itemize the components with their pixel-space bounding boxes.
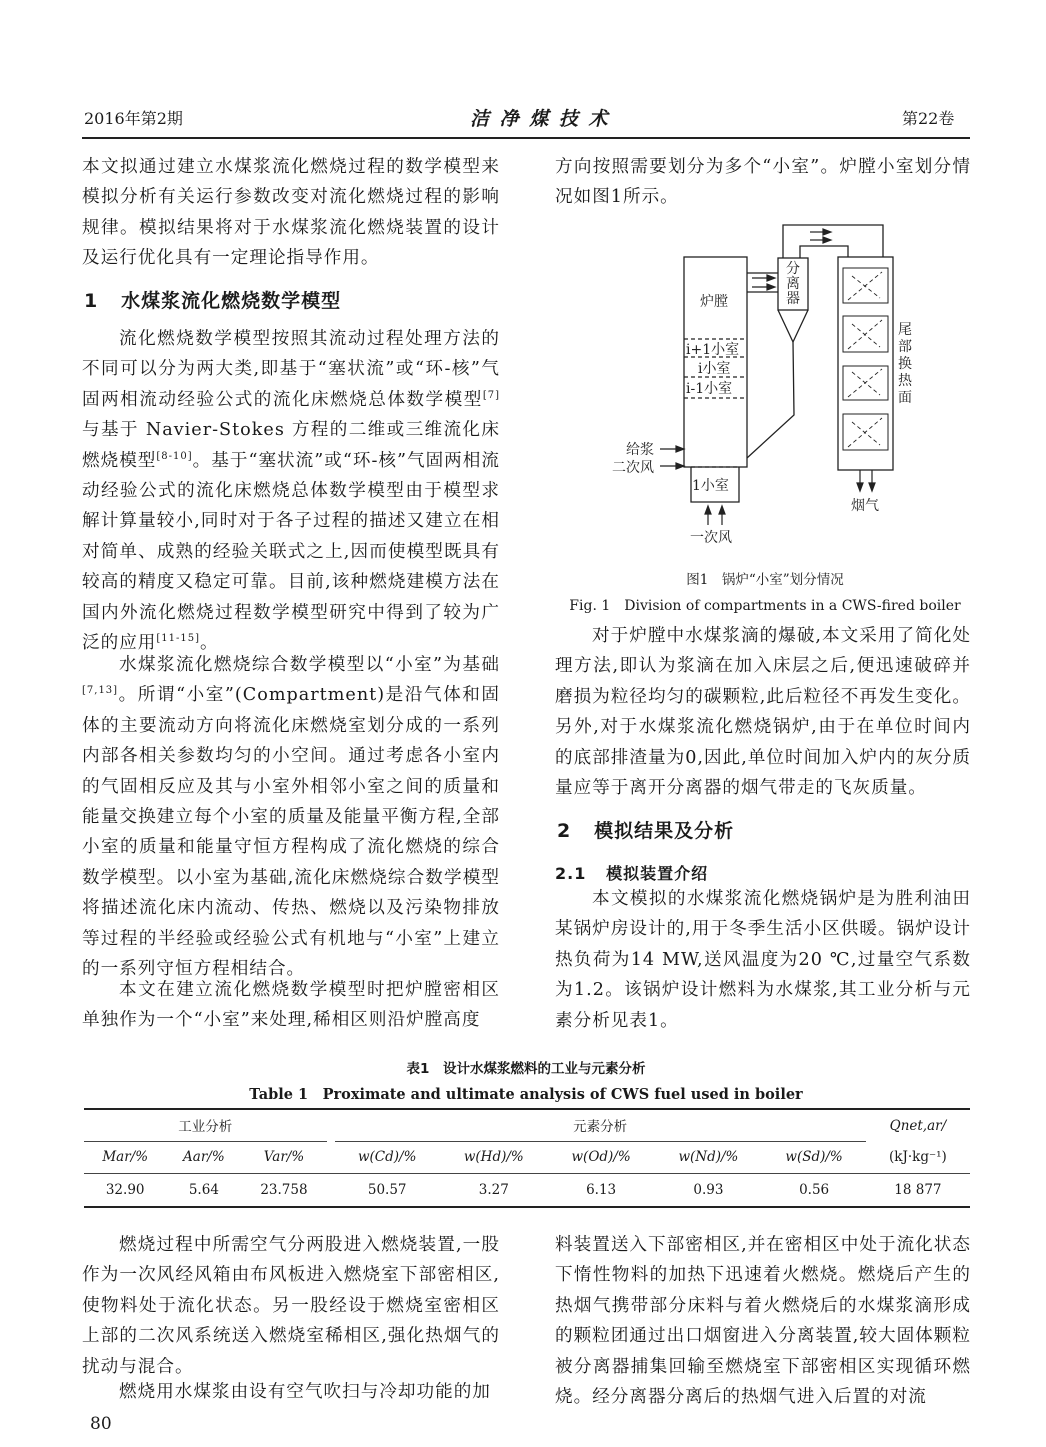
section-number: 2 — [557, 820, 572, 842]
header-journal: 洁 净 煤 技 术 — [470, 108, 610, 130]
label-separator-1: 分 — [786, 261, 800, 277]
section-number: 1 — [84, 290, 99, 312]
section-title: 水煤浆流化燃烧数学模型 — [121, 290, 342, 312]
paragraph: 对于炉膛中水煤浆滴的爆破,本文采用了简化处理方法,即认为浆滴在加入床层之后,便迅速破碎并磨损为粒径均匀的碳颗粒,此后粒径不再发生变化。另外,对于水煤浆流化燃烧锅炉,由于在单位时间内的底部排渣量为0,因此,单位时间加入炉内的灰分质量应等于离开分离器的烟气带走的飞灰质量。 — [555, 626, 971, 799]
column-header: w(Od)/% — [571, 1149, 631, 1165]
column-header: w(Sd)/% — [785, 1149, 843, 1165]
label-flue-gas: 烟气 — [851, 498, 879, 514]
table-cell: 32.90 — [105, 1181, 145, 1198]
figure-1-diagram — [0, 0, 1046, 620]
column-header: w(Cd)/% — [357, 1149, 417, 1165]
label-feed: 给浆 — [626, 442, 654, 458]
table-cell: 3.27 — [478, 1181, 509, 1198]
label-separator-3: 器 — [786, 291, 800, 307]
table-caption-cn: 表1 设计水煤浆燃料的工业与元素分析 — [406, 1061, 646, 1077]
column-header: Mar/% — [102, 1149, 149, 1165]
tail-heat-exchanger — [838, 257, 893, 470]
paragraph: 燃烧过程中所需空气分两股进入燃烧装置,一股作为一次风经风箱由布风板进入燃烧室下部密相区,使物料处于流化状态。另一股经设于燃烧室密相区上部的二次风系统送入燃烧室稀相区,强化热烟气的扰动与混合。 — [82, 1235, 500, 1377]
table-cell: 0.93 — [693, 1181, 724, 1198]
table-caption-en: Table 1 Proximate and ultimate analysis of CWS fuel used in boiler — [249, 1086, 803, 1103]
subsection-number: 2.1 — [555, 864, 587, 883]
column-header: Var/% — [263, 1149, 305, 1165]
table-cell: 0.56 — [799, 1181, 830, 1198]
fuel-analysis-table — [84, 1108, 970, 1208]
citation: [7,13] — [82, 685, 119, 697]
section-title: 模拟结果及分析 — [594, 820, 735, 842]
table-group-header-row — [84, 1109, 970, 1141]
label-tail-3: 换 — [898, 356, 912, 372]
table-cell: 23.758 — [260, 1181, 308, 1198]
return-leg — [747, 342, 794, 458]
intro-paragraph: 本文拟通过建立水煤浆流化燃烧过程的数学模型来模拟分析有关运行参数改变对流化燃烧过程的影响规律。模拟结果将对于水煤浆流化燃烧装置的设计及运行优化具有一定理论指导作用。 — [82, 157, 500, 269]
group-proximate: 工业分析 — [84, 1109, 327, 1141]
paragraph: 流化燃烧数学模型按照其流动过程处理方法的不同可以分为两大类,即基于“塞状流”或“环-核”气固两相流动经验公式的流化床燃烧总体数学模型[7]与基于 Navier-Stokes 方程的二维或三维流化床燃烧模型[8-10]。基于“塞状流”或“环-核”气固两相流动经验公式的流化床燃烧总体数学模型由于模型求解计算量较小,同时对于各子过程的描述又建立在相对简单、成熟的经验关联式之上,因而使模型既具有较高的精度又稳定可靠。目前,该种燃烧建模方法在国内外流化燃烧过程数学模型研究中得到了较为广泛的应用[11-15]。 — [82, 329, 500, 654]
page-number: 80 — [90, 1414, 112, 1434]
subsection-2-1-heading — [555, 861, 708, 884]
subsection-title: 模拟装置介绍 — [606, 864, 709, 883]
label-compartment-i-minus-1: i-1小室 — [686, 381, 733, 397]
header-issue: 2016年第2期 — [84, 109, 183, 128]
label-tail-1: 尾 — [898, 322, 912, 338]
section-2-heading — [557, 816, 734, 843]
label-secondary-air: 二次风 — [612, 460, 654, 476]
label-tail-5: 面 — [898, 390, 912, 406]
paragraph: 本文在建立流化燃烧数学模型时把炉膛密相区单独作为一个“小室”来处理,稀相区则沿炉膛高度 — [82, 980, 500, 1031]
table-cell: 18 877 — [894, 1181, 942, 1198]
table-cell: 5.64 — [188, 1181, 219, 1198]
citation: [7] — [482, 389, 500, 401]
figure-caption-cn: 图1 锅炉“小室”划分情况 — [686, 572, 844, 588]
table-cell: 6.13 — [586, 1181, 617, 1198]
column-header: (kJ·kg⁻¹) — [889, 1148, 947, 1165]
label-tail-2: 部 — [898, 339, 912, 355]
column-header: w(Hd)/% — [463, 1149, 524, 1165]
paragraph: 本文模拟的水煤浆流化燃烧锅炉是为胜利油田某锅炉房设计的,用于冬季生活小区供暖。锅炉设计热负荷为14 MW,送风温度为20 ℃,过量空气系数为1.2。该锅炉设计燃料为水煤浆,其工业分析与元素分析见表1。 — [555, 889, 971, 1031]
paragraph: 燃烧用水煤浆由设有空气吹扫与冷却功能的加 — [119, 1382, 491, 1402]
table-header-row — [84, 1141, 970, 1173]
citation: [11-15] — [156, 633, 201, 645]
label-compartment-i-plus-1: i+1小室 — [686, 342, 740, 358]
column-header: Aar/% — [183, 1149, 225, 1165]
paragraph: 水煤浆流化燃烧综合数学模型以“小室”为基础[7,13]。所谓“小室”(Compartment)是沿气体和固体的主要流动方向将流化床燃烧室划分成的一系列内部各相关参数均匀的小空间。通过考虑各小室内的气固相反应及其与小室外相邻小室之间的质量和能量交换建立每个小室的质量及能量平衡方程,全部小室的质量和能量守恒方程构成了流化燃烧的综合数学模型。以小室为基础,流化床燃烧综合数学模型将描述流化床内流动、传热、燃烧以及污染物排放等过程的半经验或经验公式有机地与“小室”上建立的一系列守恒方程相结合。 — [82, 655, 500, 980]
label-compartment-i: i小室 — [698, 361, 731, 377]
label-furnace: 炉膛 — [700, 294, 728, 310]
header-volume: 第22卷 — [902, 109, 955, 128]
figure-caption-en: Fig. 1 Division of compartments in a CWS-fired boiler — [569, 598, 961, 614]
label-tail-4: 热 — [898, 373, 912, 389]
paragraph: 料装置送入下部密相区,并在密相区中处于流化状态下惰性物料的加热下迅速着火燃烧。燃烧后产生的热烟气携带部分床料与着火燃烧后的水煤浆滴形成的颗粒团通过出口烟窗进入分离装置,较大固体颗粒被分离器捕集回输至燃烧室下部密相区实现循环燃烧。经分离器分离后的热烟气进入后置的对流 — [555, 1235, 971, 1408]
paragraph: 方向按照需要划分为多个“小室”。炉膛小室划分情况如图1所示。 — [555, 157, 971, 208]
label-primary-air: 一次风 — [690, 530, 732, 546]
column-header: w(Nd)/% — [678, 1149, 739, 1165]
citation: [8-10] — [156, 450, 193, 462]
group-ultimate: 元素分析 — [335, 1109, 866, 1141]
group-heating-value: Qnet,ar/ — [889, 1117, 947, 1134]
label-compartment-1: 1小室 — [692, 478, 729, 494]
table-row — [84, 1173, 970, 1207]
table-cell: 50.57 — [367, 1181, 407, 1198]
label-separator-2: 离 — [786, 276, 800, 292]
